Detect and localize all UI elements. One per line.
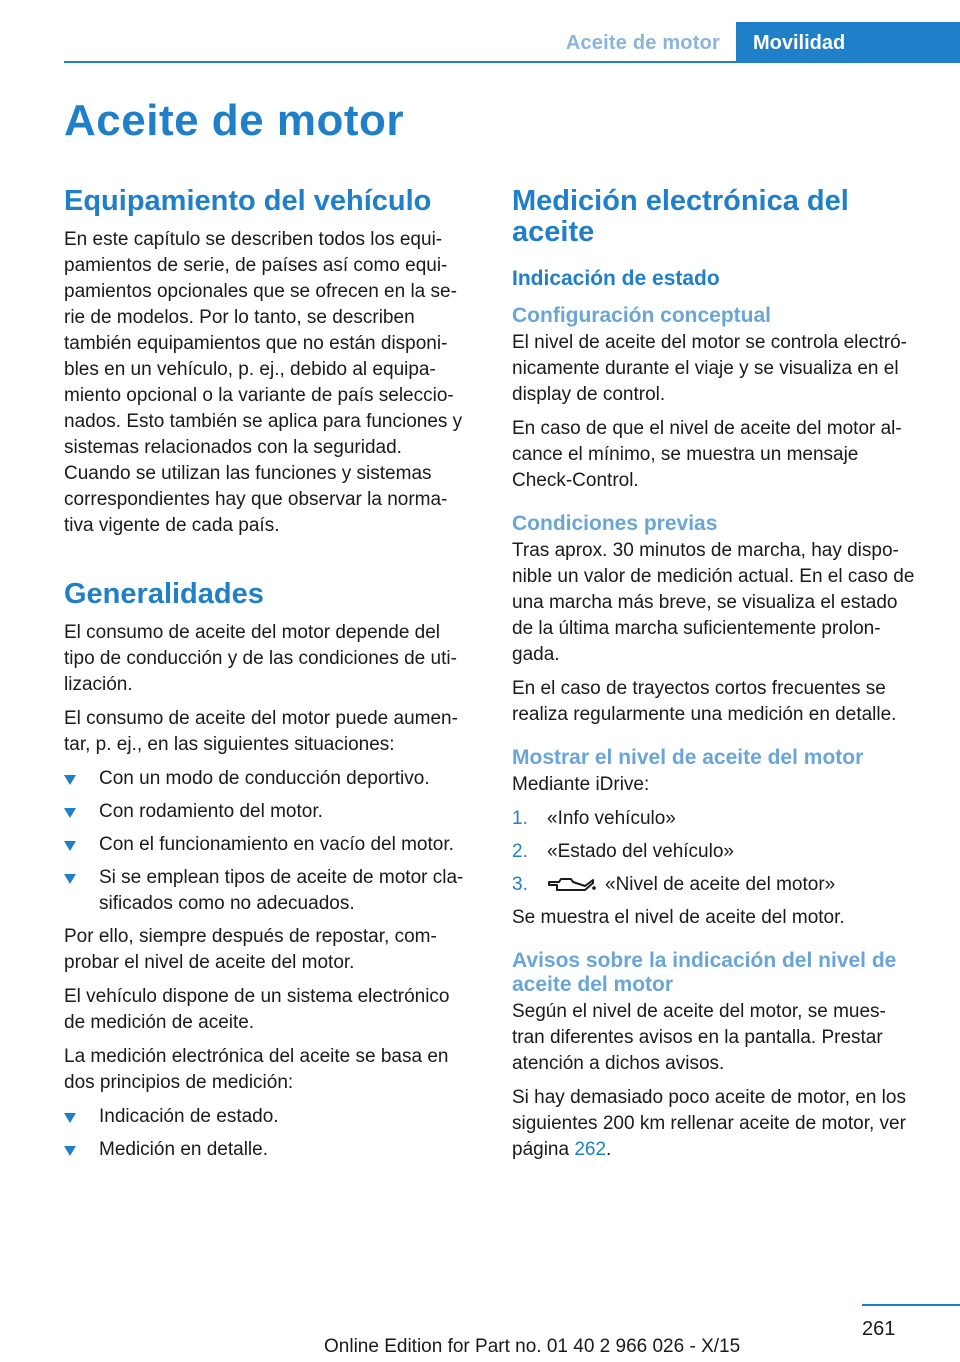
header-section-label: Aceite de motor bbox=[565, 32, 720, 54]
show-result: Se muestra el nivel de aceite del motor. bbox=[512, 907, 845, 928]
list-item: Con rodamiento del motor. bbox=[64, 799, 480, 825]
footer-edition: Online Edition for Part no. 01 40 2 966 026 - X/15 bbox=[324, 1336, 741, 1357]
page-link[interactable]: 262 bbox=[574, 1139, 607, 1160]
list-item: Con un modo de conducción deportivo. bbox=[64, 766, 480, 792]
list-item: Con el funcionamiento en vacío del motor. bbox=[64, 832, 480, 858]
triangle-bullet-icon bbox=[64, 841, 76, 851]
heading-general: Generalidades bbox=[64, 578, 264, 610]
page-title: Aceite de motor bbox=[64, 96, 405, 145]
list-item: Medición en detalle. bbox=[64, 1137, 480, 1163]
heading-electronic-measurement: Medición electrónica del aceite bbox=[512, 185, 849, 248]
triangle-bullet-icon bbox=[64, 1146, 76, 1156]
situations-list bbox=[64, 766, 480, 917]
concept-paragraph-1: El nivel de aceite del motor se controla electró- nicamente durante el viaje y se visualiza en el display de control. bbox=[512, 332, 907, 405]
left-column bbox=[64, 186, 480, 1170]
triangle-bullet-icon bbox=[64, 1113, 76, 1123]
prereq-paragraph-1: Tras aprox. 30 minutos de marcha, hay dispo- nible un valor de medición actual. En el caso de una marcha más breve, se visualiza el estado de la última marcha suficientemente prolon- gada. bbox=[512, 540, 915, 665]
heading-show-oil-level: Mostrar el nivel de aceite del motor bbox=[512, 746, 864, 769]
heading-oil-warnings: Avisos sobre la indicación del nivel de aceite del motor bbox=[512, 949, 897, 996]
triangle-bullet-icon bbox=[64, 775, 76, 785]
equipment-paragraph: En este capítulo se describen todos los equi- pamientos de serie, de países así como equi- pamientos opcionales que se ofrecen en la se- rie de modelos. Por lo tanto, se describen también equipamientos que no están disponi- bles en un vehículo, p. ej., debido al equipa- miento opcional o la variante de país seleccio- nados. Esto también se aplica para funciones y sistemas relacionados con la seguridad. Cuando se utilizan las funciones y sistemas correspondientes hay que observar la norma- tiva vigente de cada país. bbox=[64, 229, 463, 536]
triangle-bullet-icon bbox=[64, 874, 76, 884]
heading-status-indication: Indicación de estado bbox=[512, 267, 720, 290]
warn-paragraph-2: Si hay demasiado poco aceite de motor, en los siguientes 200 km rellenar aceite de motor, ver página 262. bbox=[512, 1087, 906, 1160]
show-intro: Mediante iDrive: bbox=[512, 774, 650, 795]
list-item: 2. «Estado del vehículo» bbox=[512, 841, 734, 862]
footer-rule bbox=[862, 1304, 960, 1306]
heading-prerequisites: Condiciones previas bbox=[512, 512, 718, 535]
list-item: 1. «Info vehículo» bbox=[512, 808, 676, 829]
general-paragraph-3: Por ello, siempre después de repostar, com- probar el nivel de aceite del motor. bbox=[64, 926, 437, 973]
page-number: 261 bbox=[862, 1318, 896, 1340]
principles-list bbox=[64, 1104, 480, 1163]
triangle-bullet-icon bbox=[64, 808, 76, 818]
header-chapter-tab: Movilidad bbox=[736, 22, 960, 63]
concept-paragraph-2: En caso de que el nivel de aceite del motor al- cance el mínimo, se muestra un mensaje Check-Control. bbox=[512, 418, 902, 491]
prereq-paragraph-2: En el caso de trayectos cortos frecuentes se realiza regularmente una medición en detalle. bbox=[512, 678, 897, 725]
warn-paragraph-1: Según el nivel de aceite del motor, se mues- tran diferentes avisos en la pantalla. Prestar atención a dichos avisos. bbox=[512, 1001, 886, 1074]
list-item: Indicación de estado. bbox=[64, 1104, 480, 1130]
oil-can-icon bbox=[547, 876, 597, 894]
right-column bbox=[512, 186, 928, 1171]
general-paragraph-1: El consumo de aceite del motor depende del tipo de conducción y de las condiciones de uti- lización. bbox=[64, 622, 457, 695]
header-rule bbox=[64, 61, 960, 63]
heading-concept: Configuración conceptual bbox=[512, 304, 772, 327]
general-paragraph-4: El vehículo dispone de un sistema electrónico de medición de aceite. bbox=[64, 986, 450, 1033]
heading-equipment: Equipamiento del vehículo bbox=[64, 185, 432, 217]
general-paragraph-5: La medición electrónica del aceite se basa en dos principios de medición: bbox=[64, 1046, 449, 1093]
idrive-steps-list bbox=[512, 806, 928, 898]
list-item: Si se emplean tipos de aceite de motor cla- sificados como no adecuados. bbox=[64, 865, 480, 917]
general-paragraph-2: El consumo de aceite del motor puede aumen- tar, p. ej., en las siguientes situaciones: bbox=[64, 708, 458, 755]
list-item: 3. «Nivel de aceite del motor» bbox=[512, 874, 836, 895]
